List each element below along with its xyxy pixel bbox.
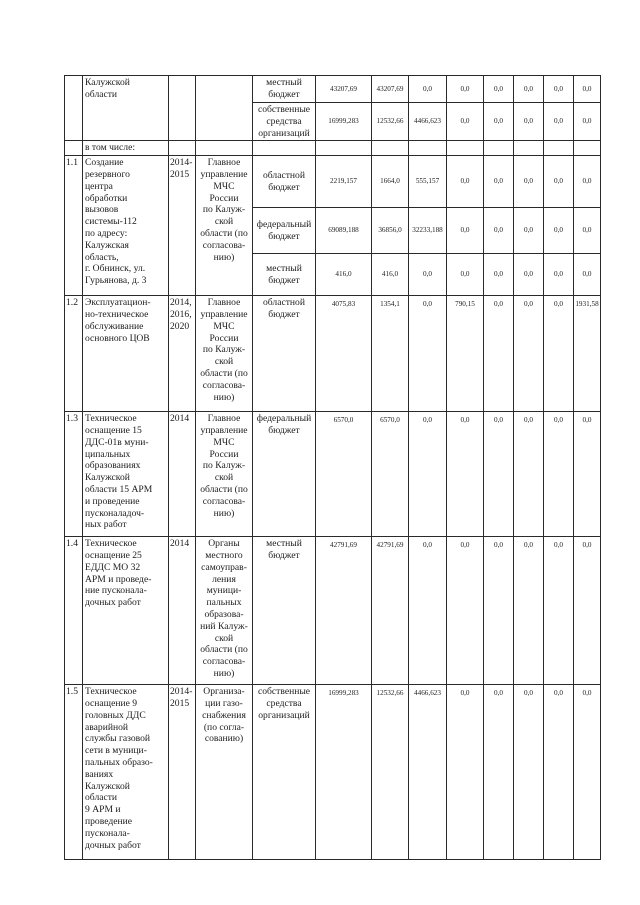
value-cell: 0,0 xyxy=(544,76,574,103)
value-cell: 0,0 xyxy=(447,76,484,103)
value-cell: 0,0 xyxy=(514,685,544,860)
value-cell: 2219,157 xyxy=(316,156,372,208)
value-cell: 42791,69 xyxy=(372,537,409,685)
table-row xyxy=(65,412,601,537)
value-cell: 4466,623 xyxy=(409,685,447,860)
program-name-cell: Калужской области xyxy=(83,76,169,141)
year-cell: 2014- 2015 xyxy=(169,156,196,296)
year-cell: 2014 xyxy=(169,412,196,537)
value-cell xyxy=(574,141,601,156)
table-row xyxy=(65,537,601,685)
value-cell: 790,15 xyxy=(447,296,484,412)
value-cell: 416,0 xyxy=(372,254,409,296)
value-cell: 0,0 xyxy=(409,296,447,412)
value-cell: 0,0 xyxy=(514,156,544,208)
funding-source-cell: местный бюджет xyxy=(253,254,316,296)
program-name-cell: Техническое оснащение 9 головных ДДС аварийной службы газовой сети в муници- пальных образо- ваниях Калужской области 9 АРМ и проведение пусконала- дочных работ xyxy=(83,685,169,860)
value-cell: 1664,0 xyxy=(372,156,409,208)
value-cell: 0,0 xyxy=(447,103,484,141)
value-cell: 0,0 xyxy=(447,208,484,254)
index-cell: 1.5 xyxy=(65,685,83,860)
value-cell: 0,0 xyxy=(409,537,447,685)
funding-source-cell: федеральный бюджет xyxy=(253,412,316,537)
value-cell: 43207,69 xyxy=(316,76,372,103)
value-cell: 0,0 xyxy=(484,254,514,296)
value-cell: 4466,623 xyxy=(409,103,447,141)
index-cell: 1.2 xyxy=(65,296,83,412)
index-cell xyxy=(65,141,83,156)
value-cell: 0,0 xyxy=(544,296,574,412)
funding-source-cell xyxy=(253,141,316,156)
value-cell: 36856,0 xyxy=(372,208,409,254)
value-cell: 0,0 xyxy=(574,208,601,254)
value-cell: 12532,66 xyxy=(372,103,409,141)
year-cell: 2014, 2016, 2020 xyxy=(169,296,196,412)
value-cell xyxy=(316,141,372,156)
value-cell xyxy=(372,141,409,156)
value-cell: 0,0 xyxy=(409,412,447,537)
value-cell xyxy=(544,141,574,156)
value-cell: 0,0 xyxy=(574,156,601,208)
year-cell xyxy=(169,76,196,141)
program-name-cell: Техническое оснащение 25 ЕДДС МО 32 АРМ и проведе- ние пусконала- дочных работ xyxy=(83,537,169,685)
value-cell: 0,0 xyxy=(544,103,574,141)
table-row xyxy=(65,141,601,156)
value-cell: 0,0 xyxy=(447,156,484,208)
year-cell xyxy=(169,141,196,156)
program-name-cell: Техническое оснащение 15 ДДС-01в муни- ципальных образованиях Калужской области 15 АРМ и проведение пусконаладоч- ных работ xyxy=(83,412,169,537)
value-cell: 1931,58 xyxy=(574,296,601,412)
index-cell: 1.1 xyxy=(65,156,83,296)
value-cell: 0,0 xyxy=(484,296,514,412)
value-cell: 0,0 xyxy=(484,156,514,208)
subtotal-label-cell: в том числе: xyxy=(83,141,169,156)
funding-source-cell: областной бюджет xyxy=(253,296,316,412)
executor-cell xyxy=(196,76,253,141)
index-cell: 1.4 xyxy=(65,537,83,685)
value-cell: 0,0 xyxy=(514,412,544,537)
funding-source-cell: федеральный бюджет xyxy=(253,208,316,254)
value-cell: 69089,188 xyxy=(316,208,372,254)
table-row xyxy=(65,685,601,860)
value-cell: 0,0 xyxy=(514,296,544,412)
value-cell: 0,0 xyxy=(544,254,574,296)
table-row xyxy=(65,296,601,412)
funding-source-cell: собственные средства организаций xyxy=(253,685,316,860)
value-cell: 32233,188 xyxy=(409,208,447,254)
value-cell xyxy=(409,141,447,156)
value-cell: 0,0 xyxy=(447,412,484,537)
year-cell: 2014- 2015 xyxy=(169,685,196,860)
value-cell: 0,0 xyxy=(514,76,544,103)
index-cell: 1.3 xyxy=(65,412,83,537)
table-row xyxy=(65,76,601,103)
executor-cell: Главное управление МЧС России по Калуж- ской области (по согласова- нию) xyxy=(196,156,253,296)
value-cell: 0,0 xyxy=(544,412,574,537)
value-cell: 416,0 xyxy=(316,254,372,296)
table-row xyxy=(65,156,601,208)
value-cell: 6570,0 xyxy=(372,412,409,537)
program-name-cell: Создание резервного центра обработки вызовов системы-112 по адресу: Калужская область, г. Обнинск, ул. Гурьянова, д. 3 xyxy=(83,156,169,296)
value-cell: 0,0 xyxy=(409,254,447,296)
executor-cell: Главное управление МЧС России по Калуж- ской области (по согласова- нию) xyxy=(196,412,253,537)
value-cell: 0,0 xyxy=(484,76,514,103)
value-cell: 12532,66 xyxy=(372,685,409,860)
value-cell: 0,0 xyxy=(514,537,544,685)
value-cell: 0,0 xyxy=(574,537,601,685)
value-cell: 0,0 xyxy=(514,208,544,254)
value-cell: 43207,69 xyxy=(372,76,409,103)
value-cell: 0,0 xyxy=(544,156,574,208)
value-cell: 1354,1 xyxy=(372,296,409,412)
funding-source-cell: местный бюджет xyxy=(253,537,316,685)
executor-cell: Органы местного самоуправ- ления муници- пальных образова- ний Калуж- ской области (по согласова- нию) xyxy=(196,537,253,685)
value-cell: 555,157 xyxy=(409,156,447,208)
value-cell: 0,0 xyxy=(447,537,484,685)
value-cell: 0,0 xyxy=(544,537,574,685)
value-cell: 42791,69 xyxy=(316,537,372,685)
year-cell: 2014 xyxy=(169,537,196,685)
value-cell: 0,0 xyxy=(574,685,601,860)
value-cell: 0,0 xyxy=(574,103,601,141)
value-cell xyxy=(447,141,484,156)
value-cell: 4075,83 xyxy=(316,296,372,412)
value-cell: 0,0 xyxy=(484,208,514,254)
value-cell: 0,0 xyxy=(574,76,601,103)
index-cell xyxy=(65,76,83,141)
funding-source-cell: местный бюджет xyxy=(253,76,316,103)
value-cell: 6570,0 xyxy=(316,412,372,537)
value-cell: 0,0 xyxy=(484,103,514,141)
funding-source-cell: собственные средства организаций xyxy=(253,103,316,141)
program-name-cell: Эксплуатацион- но-техническое обслуживание основного ЦОВ xyxy=(83,296,169,412)
value-cell: 16999,283 xyxy=(316,103,372,141)
value-cell: 0,0 xyxy=(409,76,447,103)
value-cell: 0,0 xyxy=(544,208,574,254)
executor-cell: Главное управление МЧС России по Калуж- ской области (по согласова- нию) xyxy=(196,296,253,412)
value-cell: 0,0 xyxy=(574,412,601,537)
value-cell: 0,0 xyxy=(484,685,514,860)
value-cell: 0,0 xyxy=(484,537,514,685)
value-cell xyxy=(484,141,514,156)
value-cell: 0,0 xyxy=(544,685,574,860)
executor-cell xyxy=(196,141,253,156)
value-cell xyxy=(514,141,544,156)
executor-cell: Организа- ции газо- снабжения (по согла- сованию) xyxy=(196,685,253,860)
value-cell: 0,0 xyxy=(484,412,514,537)
value-cell: 16999,283 xyxy=(316,685,372,860)
budget-table xyxy=(64,75,601,860)
value-cell: 0,0 xyxy=(514,254,544,296)
value-cell: 0,0 xyxy=(447,685,484,860)
value-cell: 0,0 xyxy=(514,103,544,141)
funding-source-cell: областной бюджет xyxy=(253,156,316,208)
value-cell: 0,0 xyxy=(447,254,484,296)
value-cell: 0,0 xyxy=(574,254,601,296)
